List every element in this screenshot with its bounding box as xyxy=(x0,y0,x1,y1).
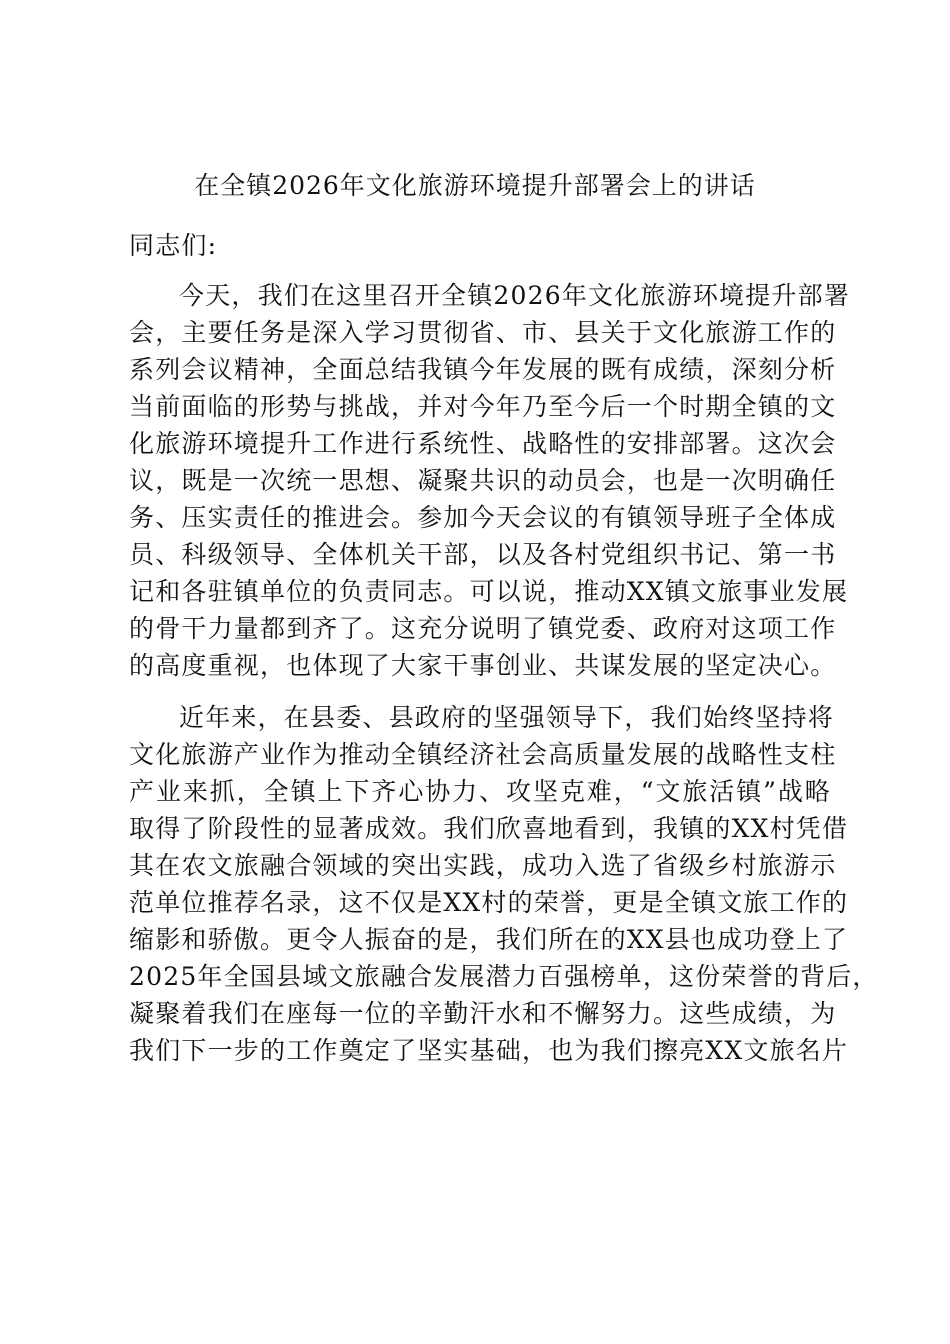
text-line: 议，既是一次统一思想、凝聚共识的动员会，也是一次明确任 xyxy=(129,466,837,495)
text-line: 记和各驻镇单位的负责同志。可以说，推动XX镇文旅事业发展 xyxy=(129,577,849,606)
text-line: 化旅游环境提升工作进行系统性、战略性的安排部署。这次会 xyxy=(129,429,837,458)
text-line: 会，主要任务是深入学习贯彻省、市、县关于文化旅游工作的 xyxy=(129,318,837,347)
text-line: 的高度重视，也体现了大家干事创业、共谋发展的坚定决心。 xyxy=(129,651,837,680)
text-line: 当前面临的形势与挑战，并对今年乃至今后一个时期全镇的文 xyxy=(129,392,837,421)
text-line: 我们下一步的工作奠定了坚实基础，也为我们擦亮XX文旅名片 xyxy=(129,1036,849,1065)
text-line: 产业来抓，全镇上下齐心协力、攻坚克难，“文旅活镇”战略 xyxy=(129,777,831,806)
text-line: 范单位推荐名录，这不仅是XX村的荣誉，更是全镇文旅工作的 xyxy=(129,888,849,917)
text-line: 务、压实责任的推进会。参加今天会议的有镇领导班子全体成 xyxy=(129,503,837,532)
document-title: 在全镇2026年文化旅游环境提升部署会上的讲话 xyxy=(194,171,756,200)
text-line: 其在农文旅融合领域的突出实践，成功入选了省级乡村旅游示 xyxy=(129,851,837,880)
text-line: 2025年全国县域文旅融合发展潜力百强榜单，这份荣誉的背后， xyxy=(129,962,879,991)
text-line: 文化旅游产业作为推动全镇经济社会高质量发展的战略性支柱 xyxy=(129,740,837,769)
text-line: 缩影和骄傲。更令人振奋的是，我们所在的XX县也成功登上了 xyxy=(129,925,849,954)
text-line: 近年来，在县委、县政府的坚强领导下，我们始终坚持将 xyxy=(179,703,835,732)
text-line: 取得了阶段性的显著成效。我们欣喜地看到，我镇的XX村凭借 xyxy=(129,814,849,843)
text-line: 凝聚着我们在座每一位的辛勤汗水和不懈努力。这些成绩，为 xyxy=(129,999,837,1028)
text-line: 的骨干力量都到齐了。这充分说明了镇党委、政府对这项工作 xyxy=(129,614,837,643)
text-line: 员、科级领导、全体机关干部，以及各村党组织书记、第一书 xyxy=(129,540,837,569)
text-line: 系列会议精神，全面总结我镇今年发展的既有成绩，深刻分析 xyxy=(129,355,837,384)
salutation: 同志们: xyxy=(129,231,218,260)
text-line: 今天，我们在这里召开全镇2026年文化旅游环境提升部署 xyxy=(179,281,851,310)
